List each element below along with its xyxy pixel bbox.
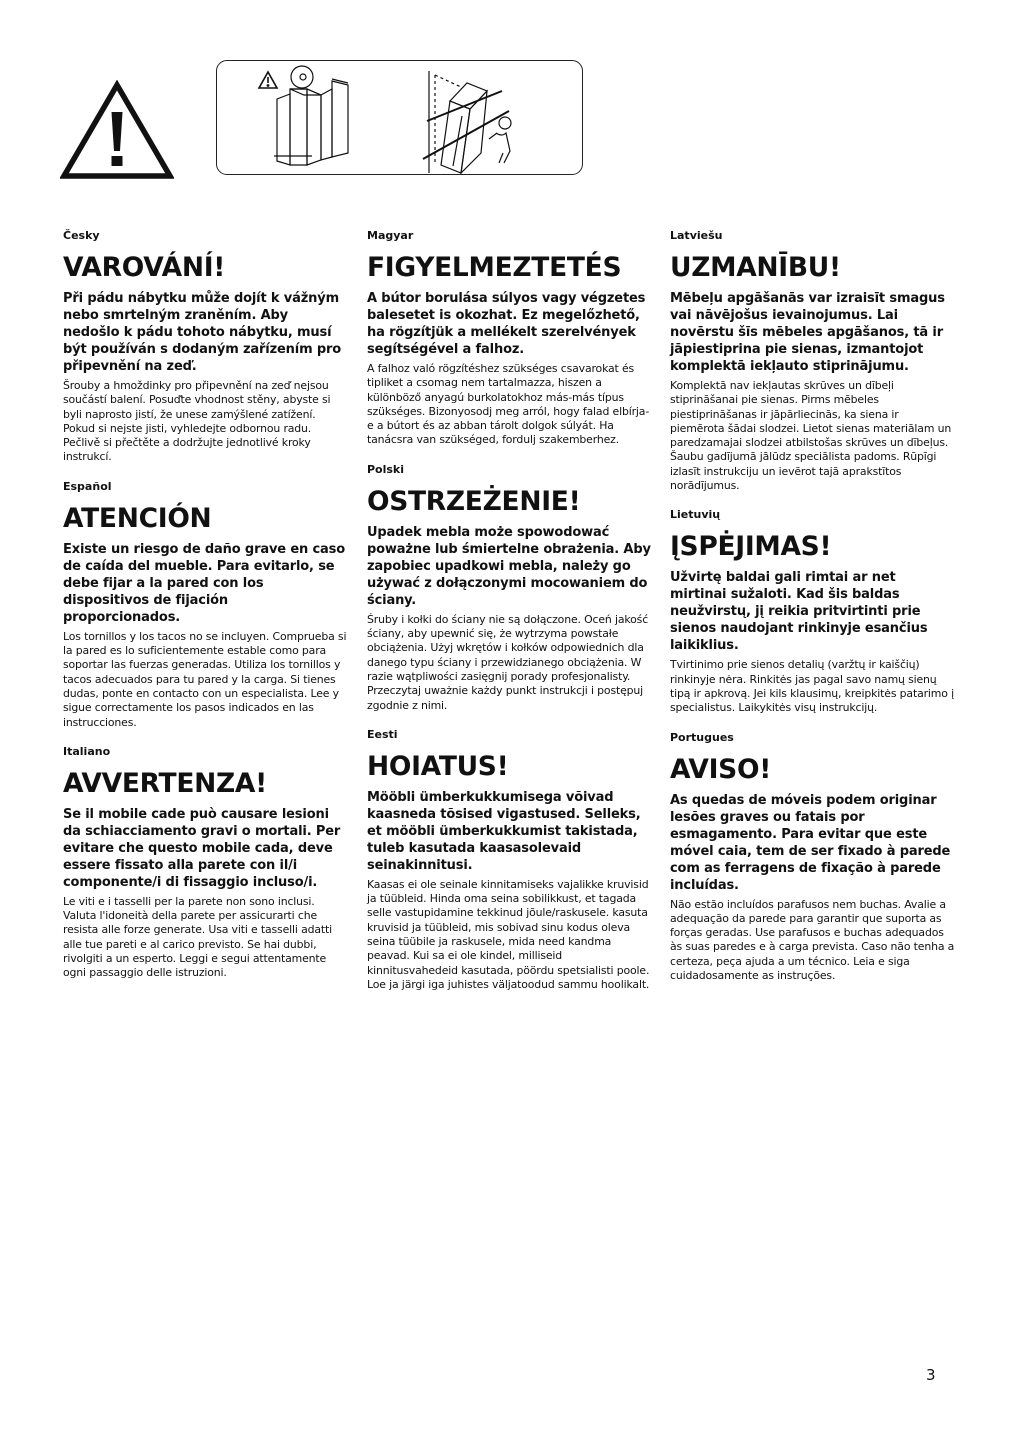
- warning-lead: Mööbli ümberkukkumisega võivad kaasneda tõsised vigastused. Selleks, et mööbli ümberkukkumist takistada, tuleb kasutada kaasasolevaid seinakinnitusi.: [367, 789, 641, 873]
- warning-triangle-icon: [60, 80, 174, 180]
- language-label: Español: [63, 479, 112, 493]
- warning-body: Śruby i kołki do ściany nie są dołączone. Oceń jakość ściany, aby upewnić się, że wytrzyma powstałe obciążenia. Użyj wkrętów i kołków odpowiednich dla danego typu ściany i przewidzianego obciążenia. W razie wątpliwości zasięgnij porady profesjonalisty. Przeczytaj uważnie każdy punkt instrukcji i postępuj zgodnie z nimi.: [367, 612, 649, 712]
- warning-heading: OSTRZEŻENIE!: [367, 485, 581, 517]
- section-latvian: [670, 228, 955, 493]
- column-right: [670, 228, 955, 997]
- warning-body: Šrouby a hmoždinky pro připevnění na zeď nejsou součástí balení. Posuďte vhodnost stěny, abyste si byli naprosto jistí, že unese zamýšlené zatížení. Pokud si nejste jisti, vyhledejte odbornou radu. Pečlivě si přečtěte a dodržujte jednotlivé kroky instrukcí.: [63, 379, 331, 464]
- warning-lead: Existe un riesgo de daño grave en caso de caída del mueble. Para evitarlo, se debe fijar a la pared con los dispositivos de fijación proporcionados.: [63, 541, 346, 625]
- wall-anchoring-illustration: [216, 60, 583, 175]
- column-middle: [367, 228, 652, 1006]
- warning-lead: Užvirtę baldai gali rimtai ar net mirtinai sužaloti. Kad šis baldas neužvirstų, jį reikia pritvirtinti prie sienos naudojant rinkinyje esančius laikiklius.: [670, 570, 928, 654]
- warning-heading: FIGYELMEZTETÉS: [367, 252, 622, 283]
- section-estonian: [367, 727, 652, 992]
- language-label: Polski: [367, 462, 405, 476]
- section-lithuanian: [670, 507, 955, 715]
- warning-lead: A bútor borulása súlyos vagy végzetes balesetet is okozhat. Ez megelőzhető, ha rögzítjük a mellékelt szerelvények segítségével a falhoz.: [367, 291, 646, 357]
- language-label: Eesti: [367, 727, 398, 741]
- language-label: Portugues: [670, 730, 734, 744]
- warning-body: Los tornillos y los tacos no se incluyen. Comprueba si la pared es lo suficientemente estable como para soportar las fuerzas generadas. Utiliza los tornillos y tacos adecuados para tu pared y la carga. Si tienes dudas, ponte en contacto con un especialista. Lee y sigue correctamente los pasos indicados en las instrucciones.: [63, 629, 347, 729]
- warning-heading: UZMANĪBU!: [670, 252, 841, 283]
- warning-lead: Mēbeļu apgāšanās var izraisīt smagus vai nāvējošus ievainojumus. Lai novērstu šīs mēbeles apgāšanos, tā ir jāpiestiprina pie sienas, izmantojot komplektā iekļauto stiprinājumu.: [670, 291, 945, 374]
- language-label: Latviešu: [670, 229, 723, 242]
- warning-heading: VAROVÁNÍ!: [63, 252, 226, 283]
- tipping-wardrobe-drawing: [423, 71, 511, 173]
- section-italian: [63, 744, 348, 981]
- warning-body: A falhoz való rögzítéshez szükséges csavarokat és tipliket a csomag nem tartalmazza, hiszen a különböző anyagú burkolatokhoz más-más típus szükséges. Bizonyosodj meg arról, hogy falad elbírja-e a bútort és az abban tárolt dolgok súlyát. Ha tanácsra van szükséged, fordulj szakemberhez.: [367, 362, 650, 447]
- language-label: Česky: [63, 229, 100, 242]
- small-warning-icon: [259, 72, 277, 88]
- warning-lead: Upadek mebla może spowodować poważne lub śmiertelne obrażenia. Aby zapobiec upadkowi mebla, należy go używać z dołączonymi mocowaniem do ściany.: [367, 524, 651, 608]
- wall-anchored-wardrobe-drawing: [274, 66, 348, 165]
- section-czech: [63, 228, 348, 465]
- warning-body: Kaasas ei ole seinale kinnitamiseks vajalikke kruvisid ja tüübleid. Hinda oma seina sobilikkust, et tagada selle vastupidamine tekkinud jõule/raskusele. kasuta kruvisid ja tüübleid, mis sobivad sinu kodus oleva seina tüübile ja raskusele, mida need kandma peavad. Kui sa ei ole kindel, milliseid kinnitusvahedeid kasutada, pöördu spetsialisti poole. Loe ja järgi iga juhistes väljatoodud sammu hoolikalt.: [367, 877, 650, 991]
- section-polish: [367, 462, 652, 713]
- warning-lead: As quedas de móveis podem originar lesões graves ou fatais por esmagamento. Para evitar que este móvel caia, tem de ser fixado à parede com as ferragens de fixação à parede incluídas.: [670, 792, 951, 893]
- section-spanish: [63, 479, 348, 730]
- column-left: [63, 228, 348, 995]
- warning-body: Tvirtinimo prie sienos detalių (varžtų ir kaiščių) rinkinyje nėra. Rinkitės jas pagal savo namų sienų tipą ir apkrovą. Jei kils klausimų, kreipkitės patarimo į specialistus. Laikykitės visų instrukcijų.: [670, 658, 954, 715]
- language-label: Magyar: [367, 229, 414, 242]
- warning-lead: Se il mobile cade può causare lesioni da schiacciamento gravi o mortali. Per evitare che questo mobile cada, deve essere fissato alla parete con il/i componente/i di fissaggio incluso/i.: [63, 806, 341, 890]
- section-hungarian: [367, 228, 652, 448]
- warning-heading: AVISO!: [670, 753, 771, 785]
- language-label: Lietuvių: [670, 508, 721, 522]
- warning-lead: Při pádu nábytku může dojít k vážným nebo smrtelným zraněním. Aby nedošlo k pádu tohoto nábytku, musí být používán s dodaným zařízením pro připevnění na zeď.: [63, 291, 342, 374]
- warning-body: Não estão incluídos parafusos nem buchas. Avalie a adequação da parede para garantir que suporta as forças geradas. Use parafusos e buchas adequados às suas paredes e à carga prevista. Caso não tenha a certeza, peça ajuda a um técnico. Leia e siga cuidadosamente as instruções.: [670, 897, 955, 983]
- page-number: 3: [926, 1366, 936, 1384]
- language-label: Italiano: [63, 744, 111, 758]
- warning-heading: HOIATUS!: [367, 750, 509, 782]
- warning-body: Le viti e i tasselli per la parete non sono inclusi. Valuta l'idoneità della parete per assicurarti che resista alle forze generate. Usa viti e tasselli adatti alle tue pareti e al carico previsto. Se hai dubbi, rivolgiti a un esperto. Leggi e segui attentamente ogni passaggio delle istruzioni.: [63, 894, 332, 980]
- warning-body: Komplektā nav iekļautas skrūves un dībeļi stiprināšanai pie sienas. Pirms mēbeles piestiprināšanas ir jāpārliecinās, ka siena ir piemērota šādai slodzei. Lietot sienas materiālam un paredzamajai slodzei atbilstošas skrūves un dībeļus. Šaubu gadījumā jālūdz speciālista padoms. Rūpīgi izlasīt instrukciju un ievērot tajā aprakstītos norādījumus.: [670, 379, 952, 493]
- warning-heading: ATENCIÓN: [63, 502, 212, 534]
- section-portuguese: [670, 730, 955, 984]
- warning-heading: AVVERTENZA!: [63, 767, 267, 799]
- warning-heading: ĮSPĖJIMAS!: [670, 531, 832, 563]
